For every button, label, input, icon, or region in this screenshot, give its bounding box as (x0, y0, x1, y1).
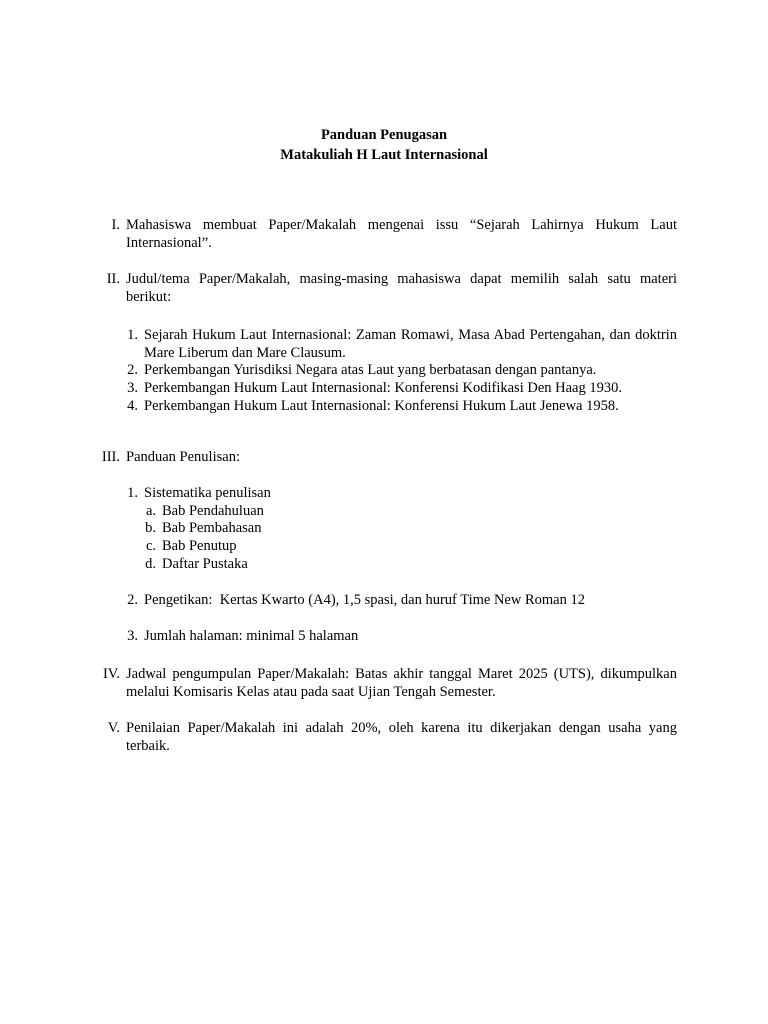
list-item: Jumlah halaman: minimal 5 halaman (144, 628, 359, 644)
list-item-number: 2. (127, 592, 138, 608)
sub-item-letter: d. (145, 556, 156, 572)
list-item: Pengetikan: Kertas Kwarto (A4), 1,5 spasi, dan huruf Time New Roman 12 (144, 592, 585, 608)
section-v-text: Penilaian Paper/Makalah ini adalah 20%, oleh karena itu dikerjakan dengan usaha yang terbaik. (126, 720, 677, 754)
section-iv-text: Jadwal pengumpulan Paper/Makalah: Batas akhir tanggal Maret 2025 (UTS), dikumpulkan melalui Komisaris Kelas atau pada saat Ujian Tengah Semester. (126, 666, 677, 700)
list-item: Perkembangan Yurisdiksi Negara atas Laut yang berbatasan dengan pantanya. (144, 362, 597, 378)
list-item: Sistematika penulisan (144, 485, 271, 501)
sub-item: Bab Pendahuluan (162, 503, 264, 519)
section-numeral-iv: IV. (102, 666, 120, 682)
section-numeral-i: I. (111, 217, 120, 233)
section-numeral-iii: III. (101, 449, 120, 465)
sub-item-letter: a. (145, 503, 156, 519)
document-title: Panduan Penugasan (320, 127, 448, 143)
list-item: Perkembangan Hukum Laut Internasional: Konferensi Kodifikasi Den Haag 1930. (144, 380, 622, 396)
list-item-number: 1. (127, 485, 138, 501)
sub-item: Daftar Pustaka (162, 556, 248, 572)
section-numeral-ii: II. (106, 271, 120, 287)
sub-item: Bab Penutup (162, 538, 237, 554)
section-iii-text: Panduan Penulisan: (126, 449, 240, 465)
list-item-number: 4. (127, 398, 138, 414)
list-item-number: 3. (127, 380, 138, 396)
sub-item: Bab Pembahasan (162, 520, 262, 536)
section-ii-text: Judul/tema Paper/Makalah, masing-masing mahasiswa dapat memilih salah satu materi berikut: (126, 271, 677, 305)
list-item-number: 1. (127, 327, 138, 343)
section-i-text: Mahasiswa membuat Paper/Makalah mengenai issu “Sejarah Lahirnya Hukum Laut Internasional”. (126, 217, 677, 251)
sub-item-letter: c. (145, 538, 156, 554)
list-item: Perkembangan Hukum Laut Internasional: Konferensi Hukum Laut Jenewa 1958. (144, 398, 619, 414)
list-item-number: 2. (127, 362, 138, 378)
list-item: Sejarah Hukum Laut Internasional: Zaman Romawi, Masa Abad Pertengahan, dan doktrin Mare Liberum dan Mare Clausum. (144, 327, 677, 361)
document-subtitle: Matakuliah H Laut Internasional (280, 147, 488, 163)
section-numeral-v: V. (107, 720, 120, 736)
list-item-number: 3. (127, 628, 138, 644)
sub-item-letter: b. (145, 520, 156, 536)
